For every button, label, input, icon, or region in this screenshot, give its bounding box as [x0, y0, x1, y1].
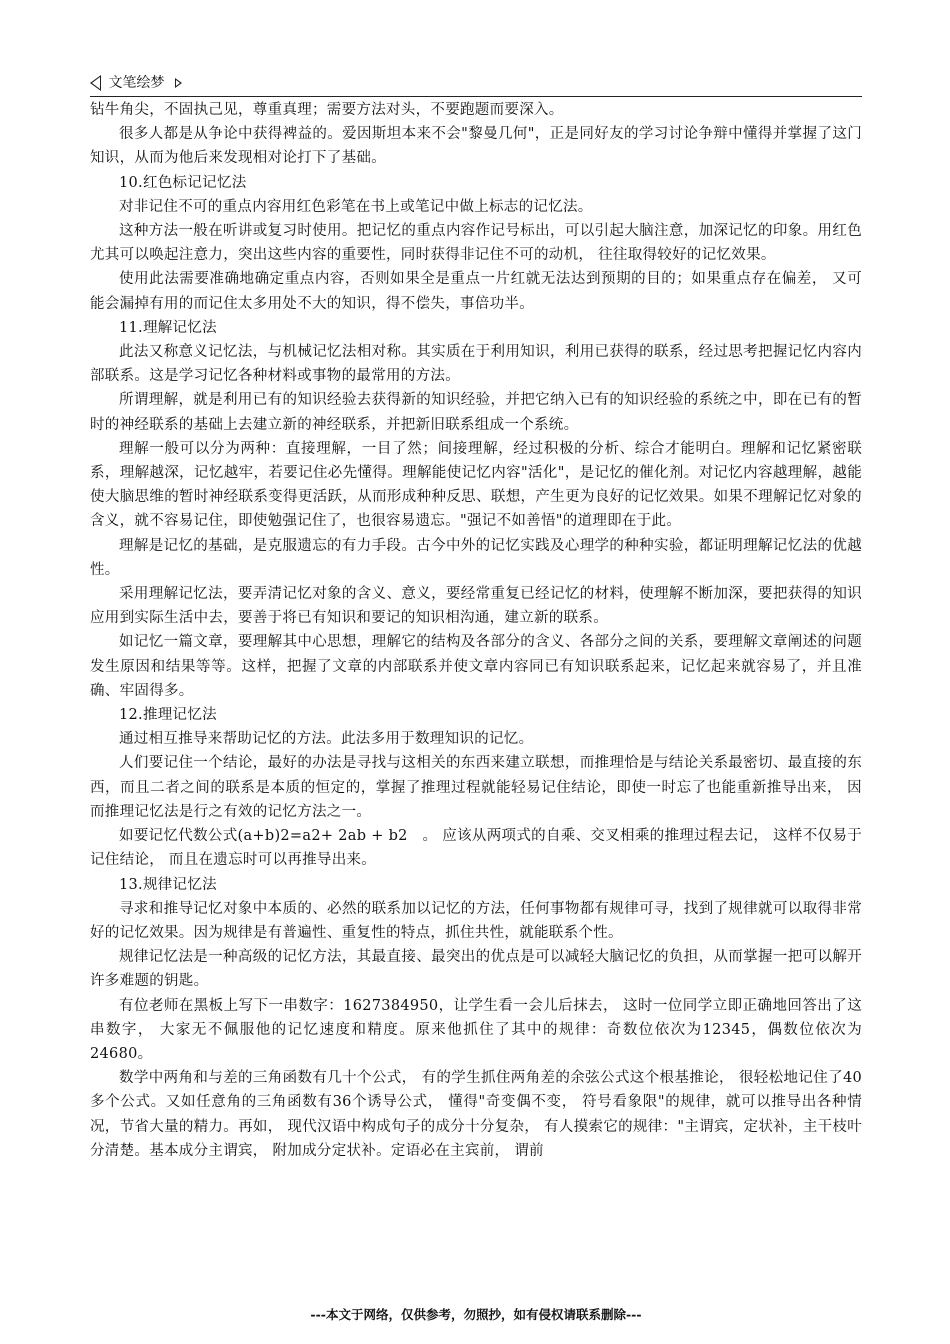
paragraph: 人们要记住一个结论，最好的办法是寻找与这相关的东西来建立联想，而推理恰是与结论关系最密切、最直接的东西，而且二者之间的联系是本质的恒定的，掌握了推理过程就能轻易记住结论，即使一时忘了也能重新推导出来， 因而推理记忆法是行之有效的记忆方法之一。	[90, 755, 862, 820]
paragraph: 理解是记忆的基础，是克服遗忘的有力手段。古今中外的记忆实践及心理学的种种实验，都证明理解记忆法的优越性。	[90, 537, 862, 578]
paragraph: 钻牛角尖，不固执己见，尊重真理；需要方法对头，不要跑题而要深入。	[90, 102, 564, 118]
paragraph: 所谓理解，就是利用已有的知识经验去获得新的知识经验，并把它纳入已有的知识经验的系统之中，即在已有的暂时的神经联系的基础上去建立新的神经联系，并把新旧联系组成一个系统。	[90, 392, 862, 433]
page-header	[90, 70, 862, 97]
section-heading: 12.推理记忆法	[119, 707, 217, 724]
paragraph: 寻求和推导记忆对象中本质的、必然的联系加以记忆的方法，任何事物都有规律可寻，找到了规律就可以取得非常好的记忆效果。因为规律是有普遍性、重复性的特点，抓住共性，就能联系个性。	[90, 900, 862, 941]
paragraph: 很多人都是从争论中获得裨益的。爱因斯坦本来不会"黎曼几何"，正是同好友的学习讨论争辩中懂得并掌握了这门知识，从而为他后来发现相对论打下了基础。	[90, 126, 862, 167]
paragraph: 采用理解记忆法，要弄清记忆对象的含义、意义，要经常重复已经记忆的材料，使理解不断加深，要把获得的知识应用到实际生活中去，要善于将已有知识和要记的知识相沟通，建立新的联系。	[90, 586, 862, 627]
paragraph: 规律记忆法是一种高级的记忆方法，其最直接、最突出的优点是可以减轻大脑记忆的负担，从而掌握一把可以解开许多难题的钥匙。	[90, 949, 862, 990]
paragraph: 如记忆一篇文章，要理解其中心思想，理解它的结构及各部分的含义、各部分之间的关系，要理解文章阐述的问题发生原因和结果等等。这样，把握了文章的内部联系并使文章内容同已有知识联系起来，记忆起来就容易了，并且准确、牢固得多。	[90, 634, 862, 699]
paragraph: 数学中两角和与差的三角函数有几十个公式， 有的学生抓住两角差的余弦公式这个根基推论， 很轻松地记住了40多个公式。又如任意角的三角函数有36个诱导公式， 懂得"奇变偶不变， 符号看象限"的规律，就可以推导出各种情况，节省大量的精力。再如， 现代汉语中构成句子的成分十分复杂， 有人摸索它的规律："主谓宾，定状补，主干枝叶分清楚。基本成分主谓宾， 附加成分定状补。定语必在主宾前， 谓前	[90, 1070, 862, 1159]
section-heading: 10.红色标记记忆法	[119, 174, 247, 191]
header-title: 文笔绘梦	[108, 75, 165, 91]
left-triangle-icon	[90, 75, 101, 91]
paragraph: 如要记忆代数公式(a+b)2=a2+ 2ab + b2 。 应该从两项式的自乘、交叉相乘的推理过程去记， 这样不仅易于记住结论， 而且在遗忘时可以再推导出来。	[90, 828, 862, 869]
paragraph: 对非记住不可的重点内容用红色彩笔在书上或笔记中做上标志的记忆法。	[119, 198, 593, 215]
document-body	[90, 98, 862, 1163]
paragraph: 有位老师在黑板上写下一串数字：1627384950，让学生看一会儿后抹去， 这时一位同学立即正确地回答出了这串数字， 大家无不佩服他的记忆速度和精度。原来他抓住了其中的规律：奇数位依次为12345，偶数位依次为24680。	[90, 997, 862, 1062]
section-heading: 11.理解记忆法	[119, 319, 217, 336]
section-heading: 13.规律记忆法	[119, 876, 217, 893]
right-triangle-icon	[175, 78, 182, 88]
footer-note: ---本文于网络，仅供参考，勿照抄，如有侵权请联系删除---	[310, 1307, 642, 1322]
paragraph: 使用此法需要准确地确定重点内容，否则如果全是重点一片红就无法达到预期的目的；如果重点存在偏差， 又可能会漏掉有用的而记住太多用处不大的知识，得不偿失，事倍功半。	[90, 271, 862, 312]
paragraph: 这种方法一般在听讲或复习时使用。把记忆的重点内容作记号标出，可以引起大脑注意，加深记忆的印象。用红色尤其可以唤起注意力，突出这些内容的重要性，同时获得非记住不可的动机， 往往取得较好的记忆效果。	[90, 223, 862, 264]
paragraph: 通过相互推导来帮助记忆的方法。此法多用于数理知识的记忆。	[119, 731, 534, 748]
paragraph: 理解一般可以分为两种：直接理解，一目了然；间接理解，经过积极的分析、综合才能明白。理解和记忆紧密联系，理解越深，记忆越牢，若要记住必先懂得。理解能使记忆内容"活化"，是记忆的催化剂。对记忆内容越理解，越能使大脑思维的暂时神经联系变得更活跃，从而形成种种反思、联想，产生更为良好的记忆效果。如果不理解记忆对象的含义，就不容易记住，即使勉强记住了，也很容易遗忘。"强记不如善悟"的道理即在于此。	[90, 440, 862, 530]
paragraph: 此法又称意义记忆法，与机械记忆法相对称。其实质在于利用知识，利用已获得的联系，经过思考把握记忆内容内部联系。这是学习记忆各种材料或事物的最常用的方法。	[90, 344, 862, 385]
document-page	[90, 70, 862, 1322]
